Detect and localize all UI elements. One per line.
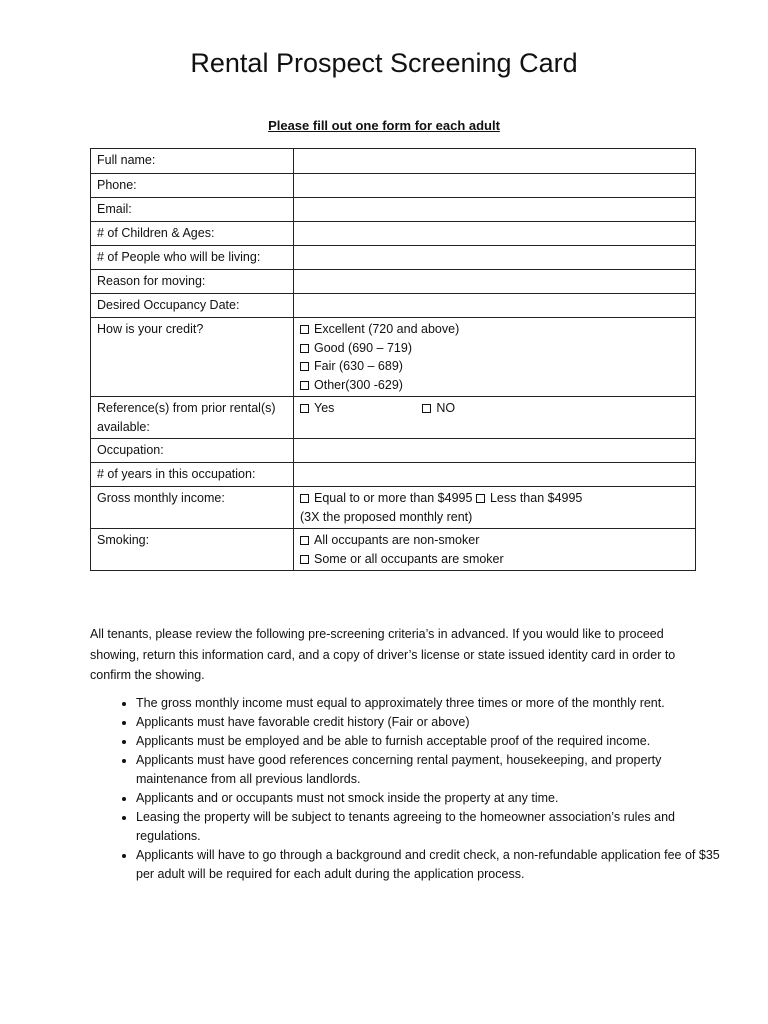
list-item: • Applicants and or occupants must not smock inside the property at any time. bbox=[136, 789, 726, 808]
checkbox-icon[interactable] bbox=[422, 404, 431, 413]
field-label: # of Children & Ages: bbox=[91, 222, 294, 246]
form-row-references bbox=[91, 397, 696, 439]
form-row-reason bbox=[91, 270, 696, 294]
smoking-option[interactable]: All occupants are non-smoker bbox=[300, 531, 689, 550]
smoking-options bbox=[294, 529, 696, 571]
list-item: • Applicants will have to go through a background and credit check, a non-refundable application fee of $35 per adult will be required for each adult during the application process. bbox=[136, 846, 726, 884]
field-label: Desired Occupancy Date: bbox=[91, 294, 294, 318]
checkbox-icon[interactable] bbox=[300, 404, 309, 413]
form-row-occupancy-date bbox=[91, 294, 696, 318]
form-row-children bbox=[91, 222, 696, 246]
income-option-low[interactable]: Less than $4995 bbox=[476, 491, 582, 505]
criteria-list bbox=[90, 694, 726, 884]
form-row-phone bbox=[91, 174, 696, 198]
income-options bbox=[294, 487, 696, 529]
checkbox-icon[interactable] bbox=[300, 362, 309, 371]
checkbox-icon[interactable] bbox=[300, 325, 309, 334]
credit-option[interactable]: Other(300 -629) bbox=[300, 376, 689, 395]
checkbox-icon[interactable] bbox=[476, 494, 485, 503]
years-input[interactable] bbox=[294, 463, 696, 487]
checkbox-icon[interactable] bbox=[300, 494, 309, 503]
field-label: # of People who will be living: bbox=[91, 246, 294, 270]
field-label: Reason for moving: bbox=[91, 270, 294, 294]
reference-options bbox=[294, 397, 696, 439]
page-title: Rental Prospect Screening Card bbox=[190, 48, 578, 78]
field-label: Phone: bbox=[91, 174, 294, 198]
occupancy-date-input[interactable] bbox=[294, 294, 696, 318]
form-row-smoking bbox=[91, 529, 696, 571]
credit-option[interactable]: Excellent (720 and above) bbox=[300, 320, 689, 339]
form-row-years bbox=[91, 463, 696, 487]
people-input[interactable] bbox=[294, 246, 696, 270]
list-item: • Applicants must have favorable credit history (Fair or above) bbox=[136, 713, 726, 732]
list-item: • The gross monthly income must equal to approximately three times or more of the monthly rent. bbox=[136, 694, 726, 713]
email-input[interactable] bbox=[294, 198, 696, 222]
form-row-email bbox=[91, 198, 696, 222]
checkbox-icon[interactable] bbox=[300, 536, 309, 545]
field-label: Email: bbox=[91, 198, 294, 222]
list-item: • Applicants must be employed and be able to furnish acceptable proof of the required income. bbox=[136, 732, 726, 751]
field-label: How is your credit? bbox=[91, 318, 294, 397]
field-label: Reference(s) from prior rental(s) available: bbox=[91, 397, 294, 439]
smoking-option[interactable]: Some or all occupants are smoker bbox=[300, 550, 689, 569]
list-item: • Applicants must have good references concerning rental payment, housekeeping, and property maintenance from all previous landlords. bbox=[136, 751, 726, 789]
field-label: Occupation: bbox=[91, 439, 294, 463]
income-note: (3X the proposed monthly rent) bbox=[300, 509, 473, 524]
field-label: Full name: bbox=[91, 149, 294, 174]
form-row-people bbox=[91, 246, 696, 270]
reason-input[interactable] bbox=[294, 270, 696, 294]
reference-option-yes[interactable]: Yes bbox=[300, 401, 334, 415]
form-row-occupation bbox=[91, 439, 696, 463]
occupation-input[interactable] bbox=[294, 439, 696, 463]
income-option-high[interactable]: Equal to or more than $4995 bbox=[300, 491, 472, 505]
full-name-input[interactable] bbox=[294, 149, 696, 174]
intro-paragraph: All tenants, please review the following pre-screening criteria’s in advanced. If you would like to proceed showing, return this information card, and a copy of driver’s license or state issued identity card in order to confirm the showing. bbox=[90, 627, 676, 682]
screening-form-table bbox=[90, 148, 696, 571]
reference-option-no[interactable]: NO bbox=[422, 401, 455, 415]
form-row-credit bbox=[91, 318, 696, 397]
credit-option[interactable]: Good (690 – 719) bbox=[300, 339, 689, 358]
credit-options bbox=[294, 318, 696, 397]
checkbox-icon[interactable] bbox=[300, 555, 309, 564]
list-item: • Leasing the property will be subject to tenants agreeing to the homeowner association’s rules and regulations. bbox=[136, 808, 726, 846]
form-row-income bbox=[91, 487, 696, 529]
checkbox-icon[interactable] bbox=[300, 344, 309, 353]
form-instruction: Please fill out one form for each adult bbox=[268, 118, 500, 133]
field-label: Gross monthly income: bbox=[91, 487, 294, 529]
form-row-full-name bbox=[91, 149, 696, 174]
field-label: # of years in this occupation: bbox=[91, 463, 294, 487]
field-label: Smoking: bbox=[91, 529, 294, 571]
phone-input[interactable] bbox=[294, 174, 696, 198]
credit-option[interactable]: Fair (630 – 689) bbox=[300, 357, 689, 376]
children-input[interactable] bbox=[294, 222, 696, 246]
checkbox-icon[interactable] bbox=[300, 381, 309, 390]
